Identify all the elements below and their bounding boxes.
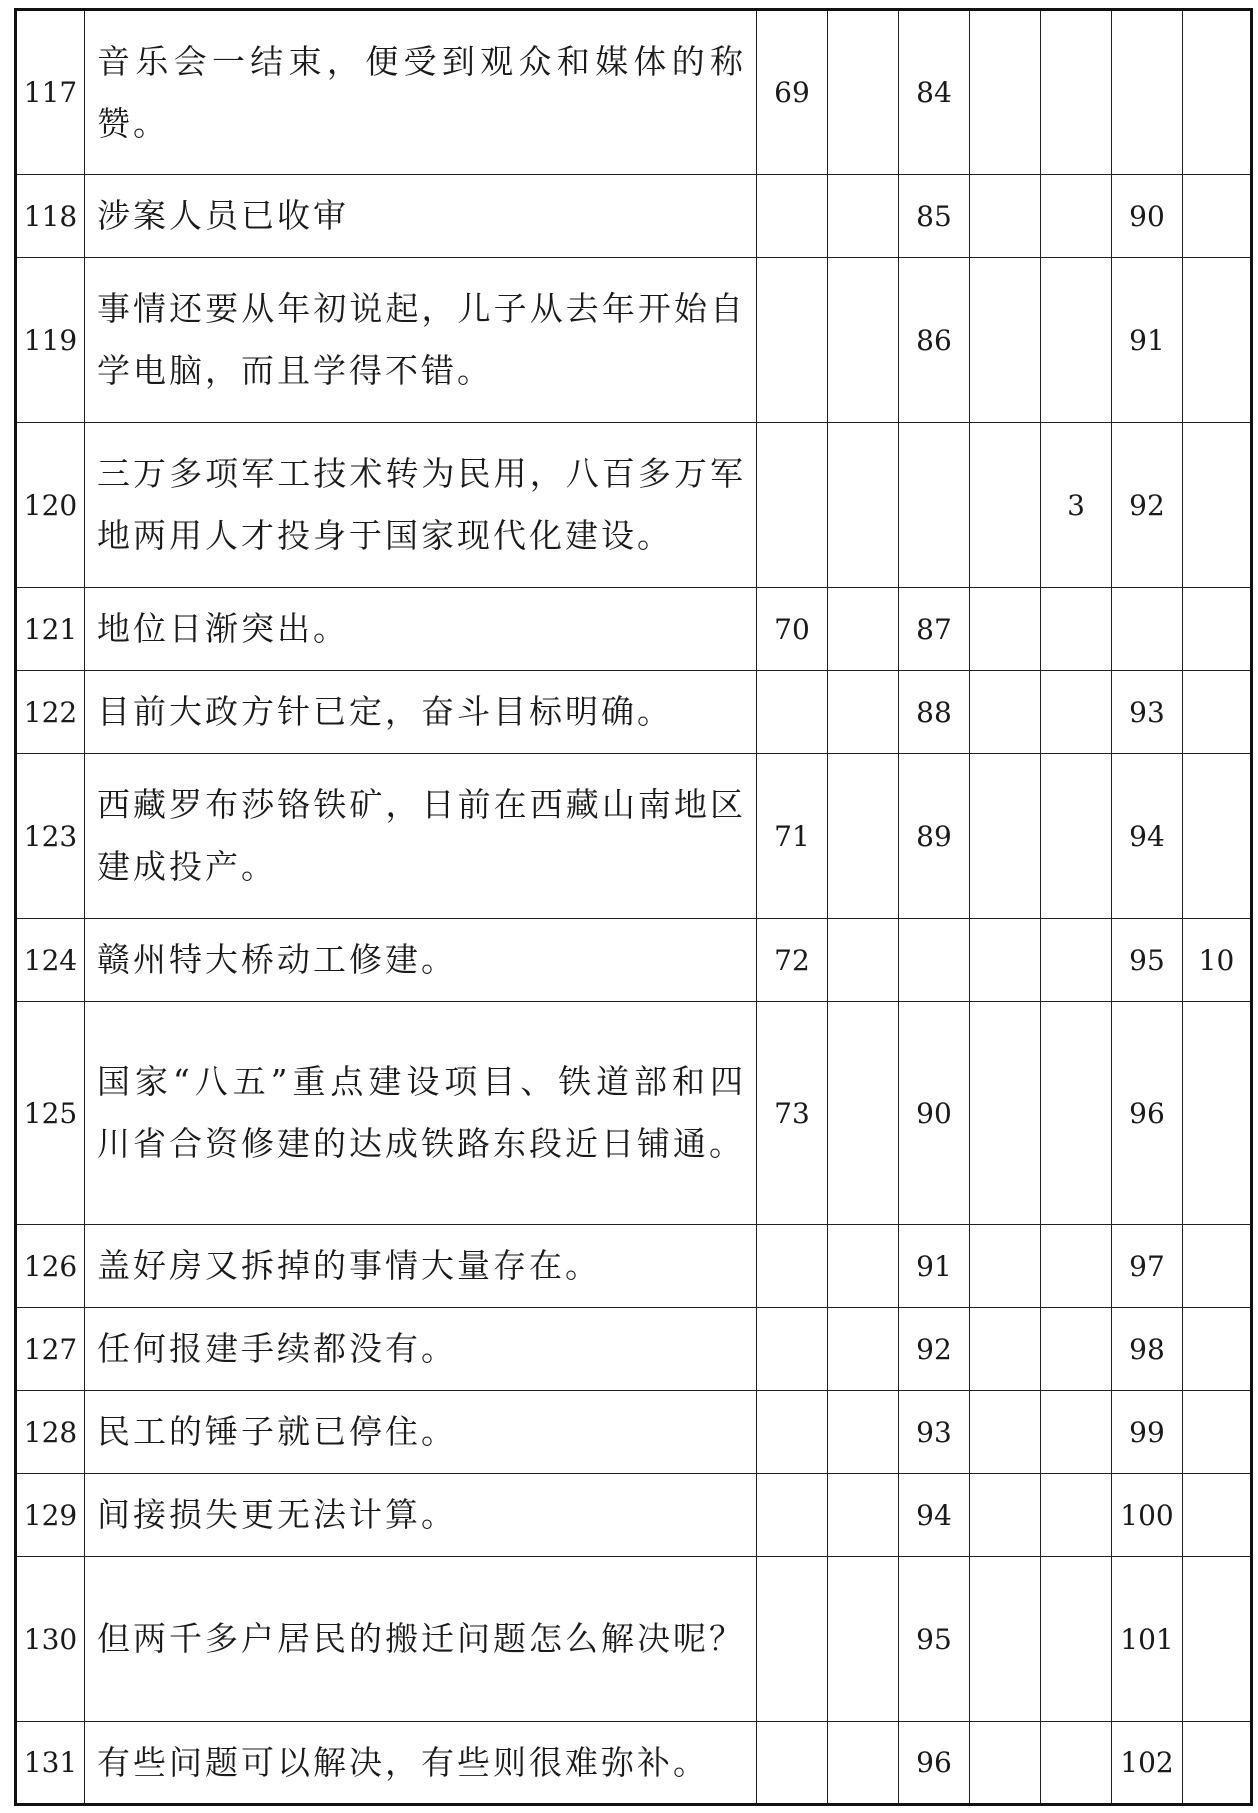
table-row <box>16 423 1252 588</box>
sentence-text: 涉案人员已收审 <box>85 175 757 258</box>
value-cell-col-2 <box>828 1225 899 1308</box>
value-cell-col-2 <box>828 423 899 588</box>
value-cell-col-5 <box>1041 10 1112 175</box>
value-cell-col-1 <box>757 671 828 754</box>
value-cell-col-6: 90 <box>1112 175 1183 258</box>
value-cell-col-4 <box>970 1308 1041 1391</box>
sentence-text: 盖好房又拆掉的事情大量存在。 <box>85 1225 757 1308</box>
value-cell-col-7 <box>1183 1391 1252 1474</box>
value-cell-col-2 <box>828 919 899 1002</box>
value-cell-col-6: 101 <box>1112 1557 1183 1722</box>
value-cell-col-2 <box>828 1002 899 1225</box>
row-number: 122 <box>16 671 85 754</box>
value-cell-col-1 <box>757 175 828 258</box>
value-cell-col-5 <box>1041 1722 1112 1805</box>
value-cell-col-7 <box>1183 754 1252 919</box>
value-cell-col-3 <box>899 919 970 1002</box>
value-cell-col-7 <box>1183 1722 1252 1805</box>
sentence-table <box>14 8 1253 1806</box>
value-cell-col-2 <box>828 1722 899 1805</box>
value-cell-col-3: 85 <box>899 175 970 258</box>
row-number: 127 <box>16 1308 85 1391</box>
value-cell-col-5 <box>1041 754 1112 919</box>
row-number: 128 <box>16 1391 85 1474</box>
value-cell-col-7: 10 <box>1183 919 1252 1002</box>
value-cell-col-6: 95 <box>1112 919 1183 1002</box>
value-cell-col-2 <box>828 1474 899 1557</box>
value-cell-col-3: 87 <box>899 588 970 671</box>
value-cell-col-2 <box>828 175 899 258</box>
value-cell-col-4 <box>970 423 1041 588</box>
value-cell-col-7 <box>1183 1308 1252 1391</box>
value-cell-col-6: 91 <box>1112 258 1183 423</box>
row-number: 124 <box>16 919 85 1002</box>
value-cell-col-6: 102 <box>1112 1722 1183 1805</box>
table-row <box>16 1225 1252 1308</box>
table-row <box>16 1391 1252 1474</box>
value-cell-col-7 <box>1183 1225 1252 1308</box>
value-cell-col-7 <box>1183 1474 1252 1557</box>
table-row <box>16 1002 1252 1225</box>
sentence-text: 目前大政方针已定，奋斗目标明确。 <box>85 671 757 754</box>
value-cell-col-6: 93 <box>1112 671 1183 754</box>
row-number: 123 <box>16 754 85 919</box>
value-cell-col-3: 96 <box>899 1722 970 1805</box>
value-cell-col-1 <box>757 258 828 423</box>
sentence-text: 民工的锤子就已停住。 <box>85 1391 757 1474</box>
value-cell-col-5 <box>1041 1391 1112 1474</box>
table-row <box>16 671 1252 754</box>
value-cell-col-6: 92 <box>1112 423 1183 588</box>
value-cell-col-3: 92 <box>899 1308 970 1391</box>
value-cell-col-6: 99 <box>1112 1391 1183 1474</box>
value-cell-col-3: 93 <box>899 1391 970 1474</box>
value-cell-col-2 <box>828 1391 899 1474</box>
value-cell-col-4 <box>970 258 1041 423</box>
row-number: 117 <box>16 10 85 175</box>
value-cell-col-5 <box>1041 1002 1112 1225</box>
value-cell-col-1 <box>757 1722 828 1805</box>
sentence-text: 赣州特大桥动工修建。 <box>85 919 757 1002</box>
value-cell-col-5 <box>1041 1557 1112 1722</box>
value-cell-col-5 <box>1041 1308 1112 1391</box>
value-cell-col-4 <box>970 671 1041 754</box>
table-row <box>16 919 1252 1002</box>
value-cell-col-5 <box>1041 1225 1112 1308</box>
value-cell-col-2 <box>828 671 899 754</box>
value-cell-col-4 <box>970 175 1041 258</box>
table-row <box>16 1557 1252 1722</box>
value-cell-col-2 <box>828 258 899 423</box>
value-cell-col-3: 91 <box>899 1225 970 1308</box>
row-number: 118 <box>16 175 85 258</box>
value-cell-col-4 <box>970 1557 1041 1722</box>
value-cell-col-7 <box>1183 588 1252 671</box>
value-cell-col-4 <box>970 1225 1041 1308</box>
value-cell-col-4 <box>970 1002 1041 1225</box>
row-number: 119 <box>16 258 85 423</box>
table-row <box>16 175 1252 258</box>
value-cell-col-7 <box>1183 1557 1252 1722</box>
value-cell-col-3: 86 <box>899 258 970 423</box>
value-cell-col-6: 96 <box>1112 1002 1183 1225</box>
table-row <box>16 1474 1252 1557</box>
row-number: 120 <box>16 423 85 588</box>
value-cell-col-5 <box>1041 175 1112 258</box>
value-cell-col-4 <box>970 919 1041 1002</box>
value-cell-col-1 <box>757 1225 828 1308</box>
value-cell-col-2 <box>828 754 899 919</box>
value-cell-col-7 <box>1183 175 1252 258</box>
value-cell-col-1 <box>757 423 828 588</box>
value-cell-col-5 <box>1041 1474 1112 1557</box>
value-cell-col-7 <box>1183 423 1252 588</box>
value-cell-col-2 <box>828 588 899 671</box>
sentence-text: 地位日渐突出。 <box>85 588 757 671</box>
sentence-text: 但两千多户居民的搬迁问题怎么解决呢？ <box>85 1557 757 1722</box>
value-cell-col-1 <box>757 1308 828 1391</box>
row-number: 121 <box>16 588 85 671</box>
value-cell-col-3 <box>899 423 970 588</box>
value-cell-col-5 <box>1041 919 1112 1002</box>
sentence-text: 间接损失更无法计算。 <box>85 1474 757 1557</box>
value-cell-col-6 <box>1112 10 1183 175</box>
sentence-text: 音乐会一结束，便受到观众和媒体的称赞。 <box>85 10 757 175</box>
value-cell-col-1: 70 <box>757 588 828 671</box>
value-cell-col-1 <box>757 1391 828 1474</box>
row-number: 125 <box>16 1002 85 1225</box>
value-cell-col-2 <box>828 10 899 175</box>
table-body <box>16 10 1252 1805</box>
row-number: 131 <box>16 1722 85 1805</box>
value-cell-col-4 <box>970 1722 1041 1805</box>
value-cell-col-1 <box>757 1557 828 1722</box>
value-cell-col-4 <box>970 588 1041 671</box>
value-cell-col-6: 100 <box>1112 1474 1183 1557</box>
value-cell-col-4 <box>970 1391 1041 1474</box>
table-row <box>16 1722 1252 1805</box>
table-row <box>16 258 1252 423</box>
value-cell-col-4 <box>970 1474 1041 1557</box>
value-cell-col-7 <box>1183 1002 1252 1225</box>
table-row <box>16 10 1252 175</box>
sentence-text: 三万多项军工技术转为民用，八百多万军地两用人才投身于国家现代化建设。 <box>85 423 757 588</box>
value-cell-col-6 <box>1112 588 1183 671</box>
row-number: 129 <box>16 1474 85 1557</box>
sentence-text: 任何报建手续都没有。 <box>85 1308 757 1391</box>
sentence-text: 事情还要从年初说起，儿子从去年开始自学电脑，而且学得不错。 <box>85 258 757 423</box>
value-cell-col-3: 95 <box>899 1557 970 1722</box>
value-cell-col-7 <box>1183 258 1252 423</box>
value-cell-col-1: 73 <box>757 1002 828 1225</box>
value-cell-col-3: 88 <box>899 671 970 754</box>
value-cell-col-7 <box>1183 10 1252 175</box>
sentence-text: 有些问题可以解决，有些则很难弥补。 <box>85 1722 757 1805</box>
table-row <box>16 588 1252 671</box>
value-cell-col-4 <box>970 10 1041 175</box>
value-cell-col-2 <box>828 1557 899 1722</box>
value-cell-col-6: 94 <box>1112 754 1183 919</box>
value-cell-col-4 <box>970 754 1041 919</box>
sentence-text: 国家“八五”重点建设项目、铁道部和四川省合资修建的达成铁路东段近日铺通。 <box>85 1002 757 1225</box>
sentence-text: 西藏罗布莎铬铁矿，日前在西藏山南地区建成投产。 <box>85 754 757 919</box>
value-cell-col-2 <box>828 1308 899 1391</box>
value-cell-col-3: 89 <box>899 754 970 919</box>
value-cell-col-7 <box>1183 671 1252 754</box>
value-cell-col-1: 69 <box>757 10 828 175</box>
value-cell-col-5: 3 <box>1041 423 1112 588</box>
row-number: 126 <box>16 1225 85 1308</box>
table-row <box>16 1308 1252 1391</box>
document-page <box>14 8 1250 1806</box>
value-cell-col-3: 84 <box>899 10 970 175</box>
value-cell-col-5 <box>1041 671 1112 754</box>
value-cell-col-6: 98 <box>1112 1308 1183 1391</box>
value-cell-col-6: 97 <box>1112 1225 1183 1308</box>
value-cell-col-3: 94 <box>899 1474 970 1557</box>
value-cell-col-1: 71 <box>757 754 828 919</box>
value-cell-col-5 <box>1041 258 1112 423</box>
table-row <box>16 754 1252 919</box>
value-cell-col-5 <box>1041 588 1112 671</box>
row-number: 130 <box>16 1557 85 1722</box>
value-cell-col-1: 72 <box>757 919 828 1002</box>
value-cell-col-3: 90 <box>899 1002 970 1225</box>
value-cell-col-1 <box>757 1474 828 1557</box>
